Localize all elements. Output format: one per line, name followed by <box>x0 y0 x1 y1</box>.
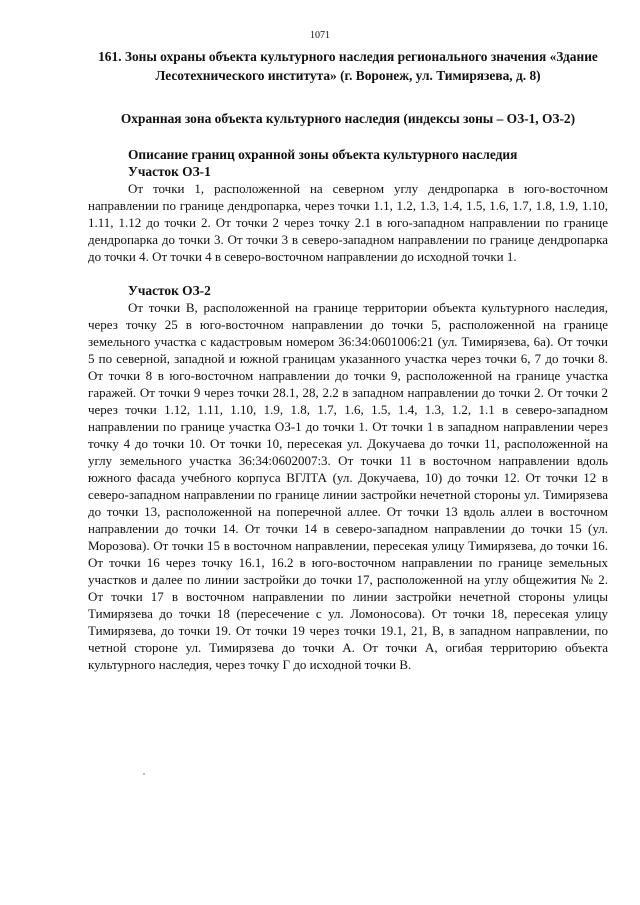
plot-oz1-description: От точки 1, расположенной на северном углу дендропарка в юго-восточном направлении по границе дендропарка, через точки 1.1, 1.2, 1.3, 1.4, 1.5, 1.6, 1.7, 1.8, 1.9, 1.10, 1.11, 1.12 до точки 2. От точки 2 через точку 2.1 в юго-западном направлении по границе дендропарка до точки 3. От точки 3 в северо-западном направлении по границе дендропарка до точки 4. От точки 4 в северо-восточном направлении до исходной точки 1. <box>88 181 608 264</box>
document-subtitle: Охранная зона объекта культурного наследия (индексы зоны – ОЗ-1, ОЗ-2) <box>120 111 576 126</box>
page-number: 1071 <box>310 30 330 41</box>
document-title: 161. Зоны охраны объекта культурного наследия регионального значения «Здание Лесотехнического института» (г. Воронеж, ул. Тимирязева, д. 8) <box>98 49 598 83</box>
plot-heading-oz2: Участок ОЗ-2 <box>128 283 211 298</box>
plot-oz1-section <box>88 180 608 265</box>
section-heading: Описание границ охранной зоны объекта культурного наследия <box>128 147 518 162</box>
plot-oz2-section <box>88 282 608 673</box>
scan-speck <box>143 773 145 775</box>
plot-oz2-description: От точки В, расположенной на границе территории объекта культурного наследия, через точку 25 в юго-восточном направлении до точки 5, расположенной на границе земельного участка с кадастровым номером 36:34:0601006:21 (ул. Тимирязева, 6а). От точки 5 по северной, западной и южной границам указанного участка через точки 6, 7 до точки 8. От точки 8 в юго-восточном направлении до точки 9, расположенной на границе участка гаражей. От точки 9 через точки 28.1, 28, 2.2 в западном направлении до точки 2. От точки 2 через точки 1.12, 1.11, 1.10, 1.9, 1.8, 1.7, 1.6, 1.5, 1.4, 1.3, 1.2, 1.1 в северо-западном направлении по границе участка ОЗ-1 до точки 1. От точки 1 в западном направлении через точку 4 до точки 10. От точки 10, пересекая ул. Докучаева до точки 11, расположенной на углу земельного участка 36:34:0602007:3. От точки 11 в восточном направлении вдоль южного фасада учебного корпуса ВГЛТА (ул. Докучаева, 10) до точки 12. От точки 12 в северо-западном направлении по границе линии застройки нечетной стороны ул. Тимирязева до точки 13, расположенной на поперечной аллее. От точки 13 вдоль аллеи в восточном направлении до точки 14. От точки 14 в северо-западном направлении до точки 15 (ул. Морозова). От точки 15 в восточном направлении, пересекая улицу Тимирязева, до точки 16. От точки 16 через точку 16.1, 16.2 в юго-восточном направлении по границе земельных участков и далее по линии застройки до точки 17, расположенной на углу общежития № 2. От точки 17 в восточном направлении по линии застройки нечетной стороны улицы Тимирязева до точки 18 (пересечение с ул. Ломоносова). От точки 18, пересекая улицу Тимирязева, до точки 19. От точки 19 через точки 19.1, 21, В, в западном направлении, по четной стороне ул. Тимирязева до точки А. От точки А, огибая территорию объекта культурного наследия, через точку Г до исходной точки В. <box>88 300 608 672</box>
plot-heading-oz1: Участок ОЗ-1 <box>128 164 211 179</box>
